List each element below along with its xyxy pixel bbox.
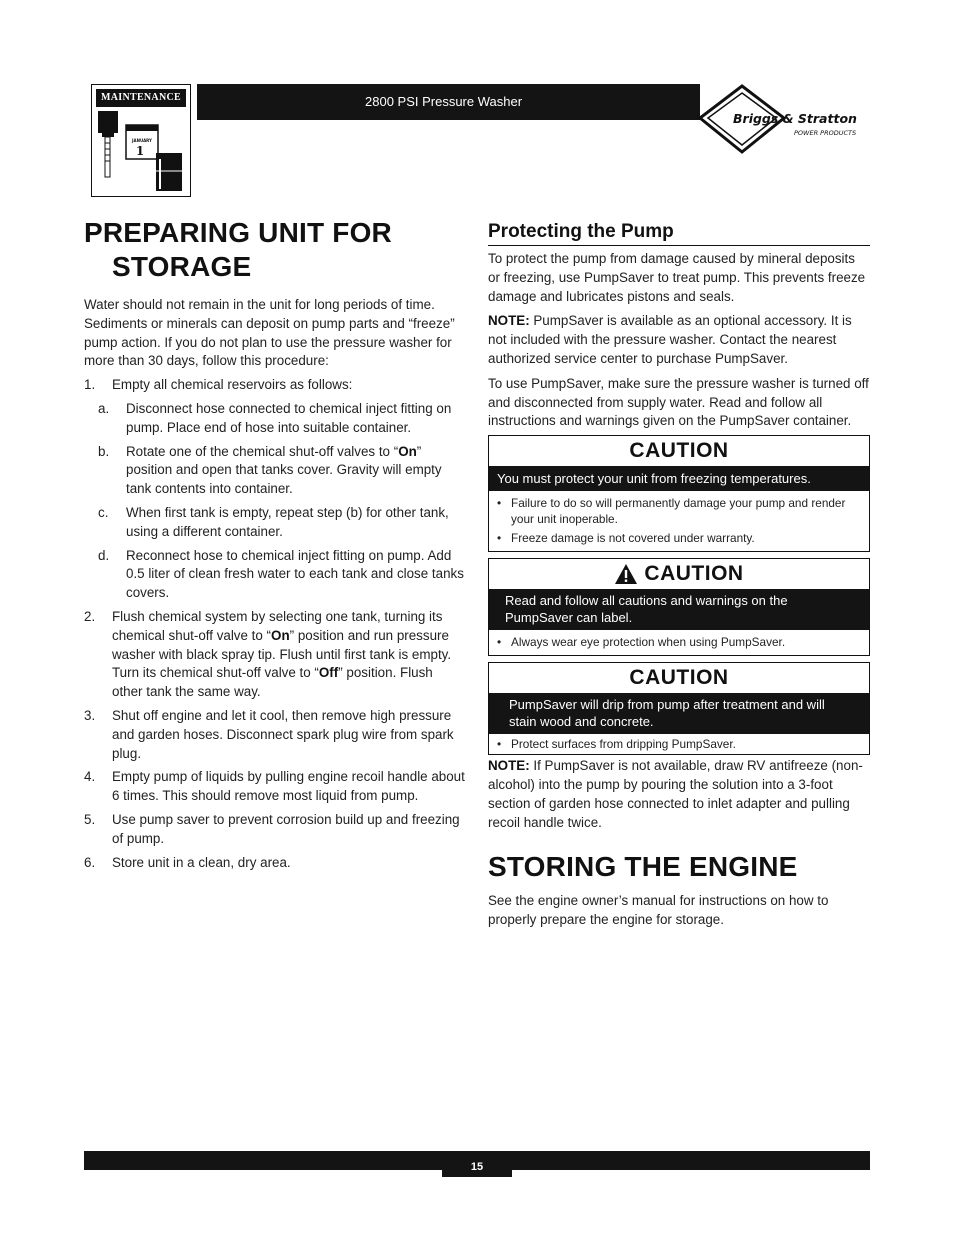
- note-paragraph: [488, 312, 870, 368]
- note-paragraph-antifreeze: [488, 757, 870, 832]
- caution-title: CAUTION: [629, 666, 729, 690]
- right-column: [488, 220, 870, 930]
- calendar-label: JANUARY: [132, 138, 152, 143]
- maintenance-label: MAINTENANCE: [96, 89, 186, 107]
- header-title-bar: [197, 84, 700, 120]
- list-item: [84, 854, 466, 873]
- header-title: 2800 PSI Pressure Washer: [365, 94, 523, 109]
- step-number: 1.: [84, 377, 96, 393]
- step-text: When first tank is empty, repeat step (b) for other tank, using a different container.: [126, 504, 449, 539]
- step-number: d.: [98, 547, 110, 563]
- step-bold: Off: [318, 665, 339, 681]
- briggs-stratton-logo: [698, 84, 870, 154]
- step-text: Empty pump of liquids by pulling engine recoil handle about 6 times. This should remove most liquid from pump.: [112, 769, 465, 804]
- list-item: [84, 376, 466, 603]
- caution-bullets: [489, 630, 869, 655]
- step-bold: On: [398, 443, 417, 459]
- step-text: Rotate one of the chemical shut-off valves to “: [126, 443, 399, 459]
- list-item: [98, 443, 466, 499]
- step-text: Use pump saver to prevent corrosion build up and freezing of pump.: [112, 811, 460, 846]
- step-number: a.: [98, 400, 110, 416]
- step-number: 2.: [84, 608, 96, 624]
- step-number: 5.: [84, 811, 96, 827]
- sub-steps: [98, 400, 466, 603]
- step-bold: On: [271, 627, 290, 643]
- storage-steps: [84, 376, 466, 872]
- caution-title: CAUTION: [629, 439, 729, 463]
- note-label: NOTE:: [488, 313, 530, 329]
- step-text: ” position and open that tanks cover. Gravity will empty tank contents into container.: [126, 443, 442, 497]
- pumpsaver-paragraph: To use PumpSaver, make sure the pressure washer is turned off and disconnected from supply water. Read and follow all instructions and warnings given on the PumpSaver container.: [488, 375, 869, 429]
- heading-line-1: PREPARING UNIT FOR: [84, 217, 392, 248]
- caution-band: PumpSaver will drip from pump after treatment and will stain wood and concrete.: [489, 693, 869, 734]
- step-text: Store unit in a clean, dry area.: [112, 854, 291, 870]
- list-item: • Failure to do so will permanently damage your pump and render your unit inoperable.: [497, 495, 863, 527]
- brand-name: Briggs & Stratton: [733, 111, 857, 126]
- list-item: [98, 547, 466, 603]
- engine-paragraph: See the engine owner’s manual for instructions on how to properly prepare the engine for storage.: [488, 893, 829, 928]
- step-number: c.: [98, 504, 109, 520]
- subheading-protecting-pump: Protecting the Pump: [488, 220, 870, 246]
- section-heading-engine: STORING THE ENGINE: [488, 851, 798, 883]
- caution-box-stain: [488, 662, 870, 755]
- list-item: [84, 707, 466, 763]
- pump-paragraph: To protect the pump from damage caused by mineral deposits or freezing, use PumpSaver to treat pump. This prevents freeze damage and lubricates pistons and seals.: [488, 251, 866, 304]
- list-item: • Always wear eye protection when using PumpSaver.: [497, 634, 863, 650]
- list-item: [84, 608, 466, 702]
- note-label: NOTE:: [488, 758, 530, 774]
- caution-bullets: [489, 491, 869, 551]
- step-text: Shut off engine and let it cool, then remove high pressure and garden hoses. Disconnect spark plug wire from spark plug.: [112, 707, 454, 761]
- step-text: ” position and run pressure washer with black spray tip. Flush until first tank is empty. Turn its chemical shut-off valve to “: [112, 627, 452, 681]
- step-text: Disconnect hose connected to chemical inject fitting on pump. Place end of hose into suitable container.: [126, 400, 452, 435]
- step-number: b.: [98, 443, 110, 459]
- list-item: [98, 504, 466, 542]
- calendar-day: 1: [135, 144, 145, 158]
- intro-paragraph: Water should not remain in the unit for long periods of time. Sediments or minerals can deposit on pump parts and “freeze” pump action. If you do not plan to use the pressure washer for more than 30 days, follow this procedure:: [84, 297, 455, 369]
- step-number: 4.: [84, 769, 96, 785]
- left-column: [84, 216, 466, 877]
- caution-bullets: [489, 734, 869, 754]
- caution-header: [489, 559, 869, 589]
- step-number: 6.: [84, 854, 96, 870]
- brand-sub: POWER PRODUCTS: [794, 129, 857, 137]
- maintenance-badge: [91, 84, 191, 197]
- step-text: ” position. Flush other tank the same way.: [112, 665, 433, 700]
- page-number: 15: [442, 1152, 512, 1177]
- heading-line-2: STORAGE: [112, 251, 252, 282]
- step-text: Flush chemical system by selecting one tank, turning its chemical shut-off valve to “: [112, 608, 443, 643]
- section-heading-storage: [84, 216, 466, 284]
- caution-band: Read and follow all cautions and warnings on the PumpSaver can label.: [489, 589, 869, 630]
- note-text: PumpSaver is available as an optional accessory. It is not included with the pressure washer. Contact the nearest authorized service center to purchase PumpSaver.: [488, 313, 852, 366]
- step-text: Empty all chemical reservoirs as follows:: [112, 377, 353, 393]
- caution-title: CAUTION: [644, 562, 744, 586]
- maintenance-calendar-icon: [96, 109, 186, 193]
- caution-band: You must protect your unit from freezing temperatures.: [489, 466, 869, 491]
- list-item: [84, 768, 466, 806]
- step-number: 3.: [84, 707, 96, 723]
- list-item: [98, 400, 466, 438]
- list-item: [84, 811, 466, 849]
- note-text: If PumpSaver is not available, draw RV antifreeze (non-alcohol) into the pump by pouring the solution into a 3-foot section of garden hose connected to inlet adapter and pulling recoil handle twice.: [488, 758, 863, 830]
- warning-triangle-icon: [614, 563, 638, 585]
- list-item: • Freeze damage is not covered under warranty.: [497, 530, 863, 546]
- step-text: Reconnect hose to chemical inject fitting on pump. Add 0.5 liter of clean fresh water to each tank and close tanks covers.: [126, 547, 464, 601]
- list-item: • Protect surfaces from dripping PumpSaver.: [497, 736, 863, 752]
- caution-box-freezing: [488, 435, 870, 552]
- caution-box-label: [488, 558, 870, 656]
